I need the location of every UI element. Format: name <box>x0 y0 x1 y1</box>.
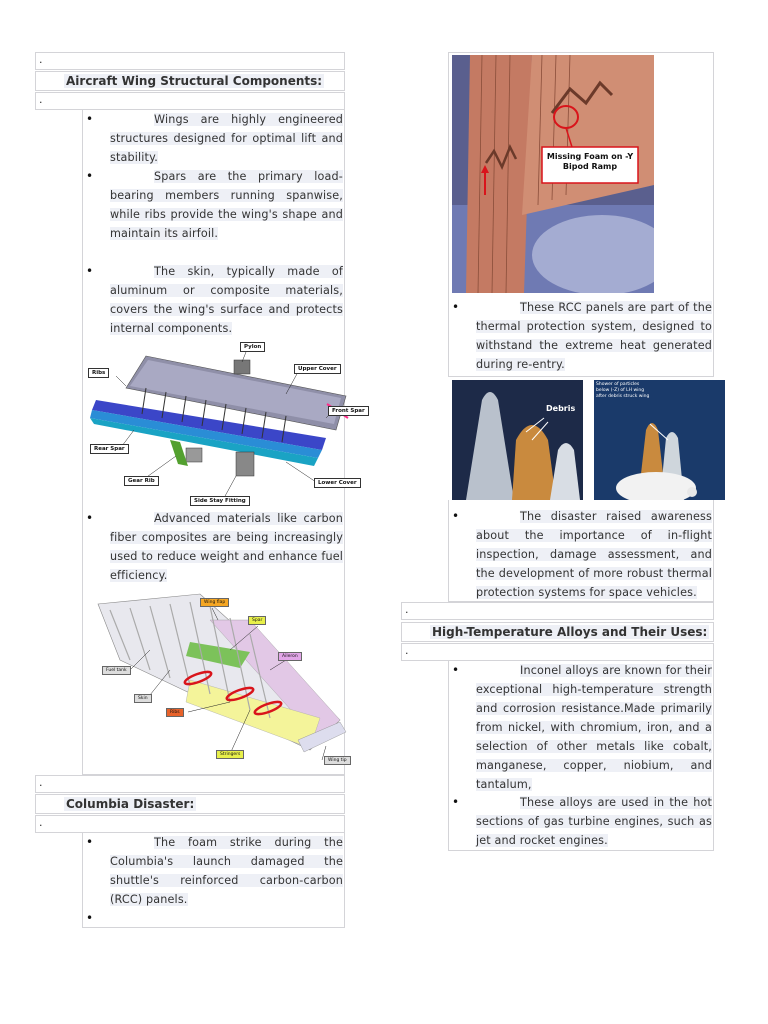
missing-foam-photo <box>452 55 654 293</box>
label-fuel-tank: Fuel tank <box>102 666 131 675</box>
bullet-marker-empty: • <box>86 911 94 925</box>
list-item: The disaster raised awareness about the importance of in-flight inspection, damage assessment, and the development of more robust thermal protection systems for space vehicles. <box>476 510 712 599</box>
wing-internal-illustration <box>90 590 354 768</box>
blank-paragraph: . <box>401 643 714 661</box>
debris-label: Debris <box>546 404 576 413</box>
label-spar: Spar <box>248 616 266 625</box>
list-item: These RCC panels are part of the thermal protection system, designed to withstand the extreme heat generated during re-entry. <box>476 301 712 371</box>
bullet-marker: • <box>452 509 460 523</box>
label-skin: Skin <box>134 694 152 703</box>
label-pylon: Pylon <box>240 342 265 352</box>
label-wing-tip: Wing tip <box>324 756 351 765</box>
label-ribs: Ribs <box>88 368 109 378</box>
section-heading-wing-components: Aircraft Wing Structural Components: <box>35 71 345 91</box>
list-item: The foam strike during the Columbia's launch damaged the shuttle's reinforced carbon-carbon (RCC) panels. <box>110 836 343 906</box>
list-item: These alloys are used in the hot sections of gas turbine engines, such as jet and rocket engines. <box>476 796 712 847</box>
label-rear-spar: Rear Spar <box>90 444 129 454</box>
debris-photo <box>452 380 583 500</box>
section-heading-columbia: Columbia Disaster: <box>35 794 345 814</box>
section-heading-alloys: High-Temperature Alloys and Their Uses: <box>401 622 714 642</box>
bullet-marker: • <box>452 300 460 314</box>
list-item: Inconel alloys are known for their exceptional high-temperature strength and corrosion resistance.Made primarily from nickel, with chromium, iron, and a selection of other metals like cobalt, manganese, copper, niobium, and tantalum, <box>476 664 712 791</box>
bullet-marker: • <box>86 511 94 525</box>
wing-internal-structure-diagram <box>90 590 354 768</box>
bullet-marker: • <box>86 264 94 278</box>
label-aileron: Aileron <box>278 652 302 661</box>
particle-shower-label: Shower of particles below (-Z) of LH wing after debris struck wing <box>596 382 650 399</box>
label-stringers: Stringers <box>216 750 244 759</box>
list-item: Wings are highly engineered structures designed for optimal lift and stability. <box>110 113 343 164</box>
bullet-marker: • <box>86 112 94 126</box>
label-lower-cover: Lower Cover <box>314 478 361 488</box>
particle-shower-photo <box>594 380 725 500</box>
debris-launch-photo <box>452 380 583 500</box>
blank-paragraph: . <box>35 815 345 833</box>
bullet-marker: • <box>86 835 94 849</box>
shuttle-tank-photo <box>452 55 654 293</box>
label-gear-rib: Gear Rib <box>124 476 159 486</box>
list-item: The skin, typically made of aluminum or composite materials, covers the wing's surface and protects internal components. <box>110 265 343 335</box>
wing-structure-diagram <box>86 338 370 508</box>
label-wing-flap: Wing flap <box>200 598 229 607</box>
label-upper-cover: Upper Cover <box>294 364 341 374</box>
list-item: Spars are the primary load-bearing members running spanwise, while ribs provide the wing's shape and maintain its airfoil. <box>110 170 343 240</box>
label-side-stay-fitting: Side Stay Fitting <box>190 496 250 506</box>
missing-foam-caption: Missing Foam on -Y Bipod Ramp <box>546 152 634 171</box>
label-ribs: Ribs <box>166 708 184 717</box>
bullet-marker: • <box>452 663 460 677</box>
blank-paragraph: . <box>35 52 345 70</box>
blank-paragraph: . <box>35 92 345 110</box>
label-front-spar: Front Spar <box>328 406 369 416</box>
list-item: Advanced materials like carbon fiber composites are being increasingly used to reduce weight and enhance fuel efficiency. <box>110 512 343 582</box>
bullet-marker: • <box>86 169 94 183</box>
bullet-marker: • <box>452 795 460 809</box>
blank-paragraph: . <box>35 775 345 793</box>
blank-paragraph: . <box>401 602 714 620</box>
